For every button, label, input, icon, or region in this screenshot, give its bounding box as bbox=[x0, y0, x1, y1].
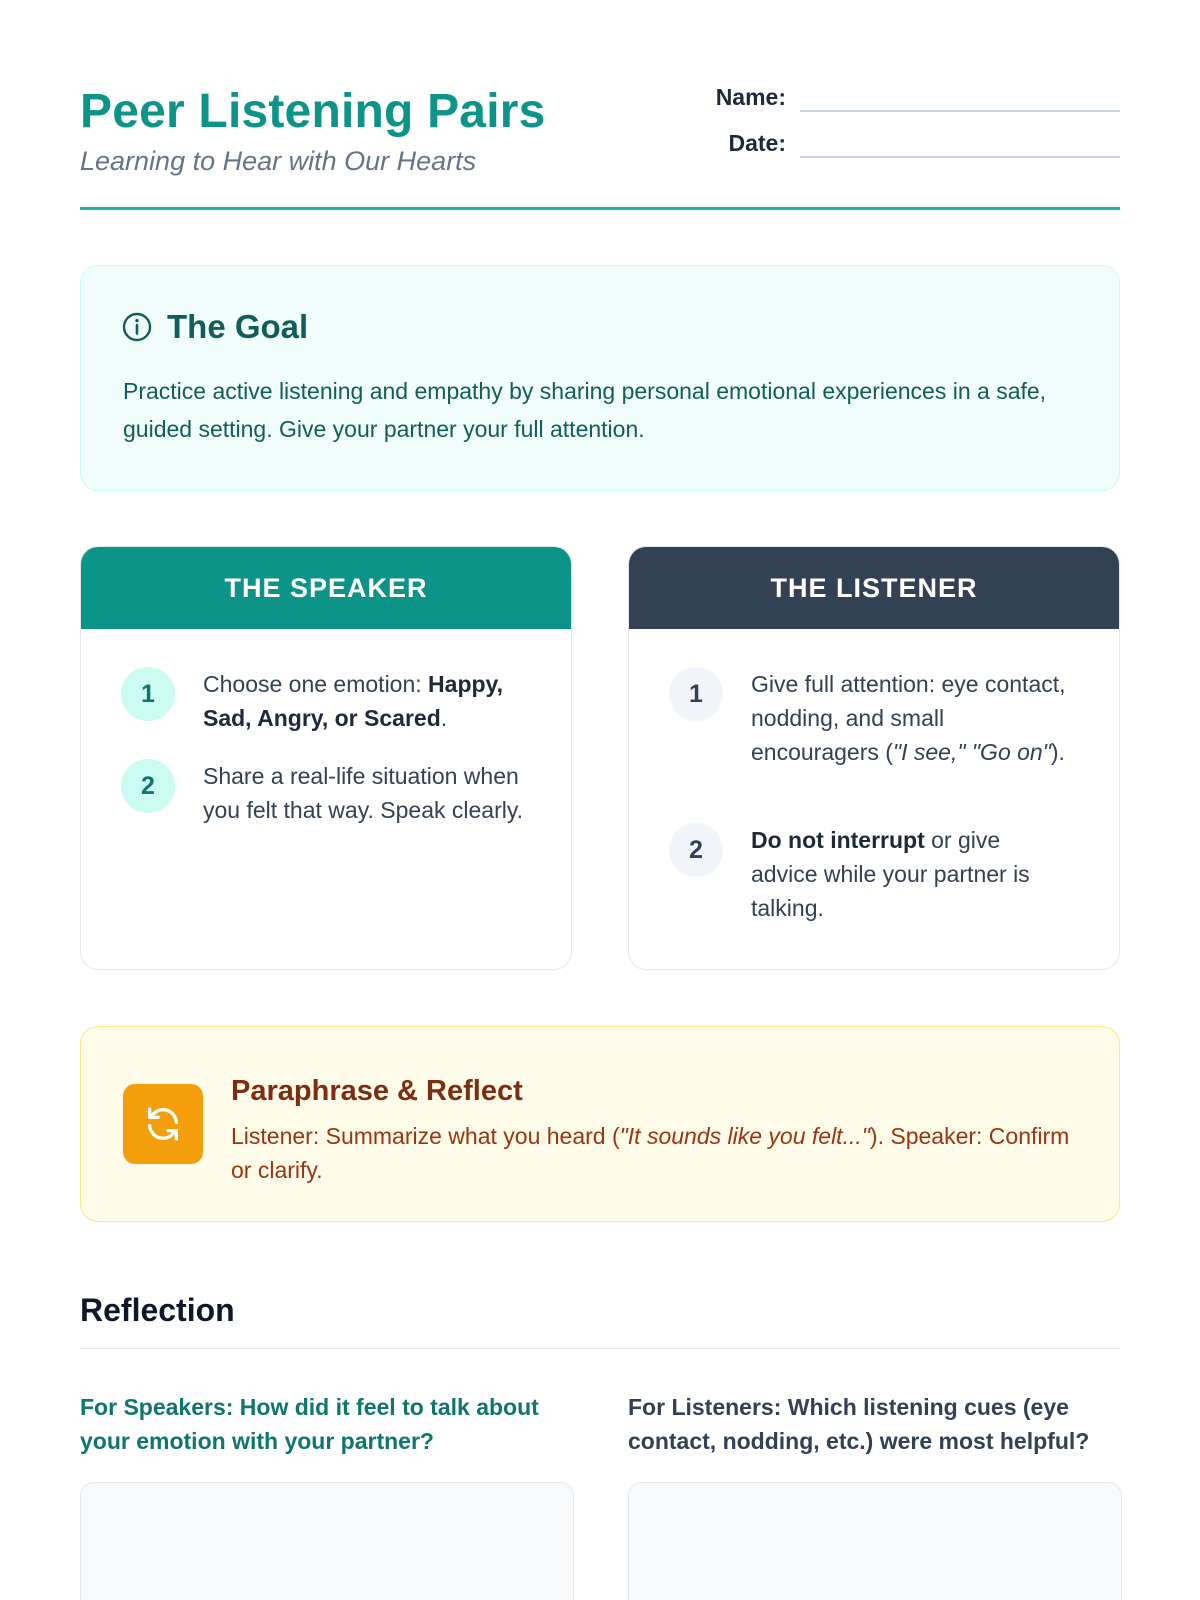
goal-box bbox=[80, 265, 1120, 491]
name-field[interactable] bbox=[800, 110, 1120, 112]
page-subtitle: Learning to Hear with Our Hearts bbox=[80, 146, 477, 176]
date-row bbox=[690, 128, 1120, 174]
para-text-part: Listener: Summarize what you heard ( bbox=[231, 1123, 620, 1149]
listener-card bbox=[628, 546, 1120, 970]
paraphrase-title: Paraphrase & Reflect bbox=[231, 1075, 523, 1107]
speaker-question: For Speakers: How did it feel to talk about your emotion with your partner? bbox=[80, 1394, 539, 1454]
step-text: Share a real-life situation when you felt that way. Speak clearly. bbox=[203, 763, 524, 823]
paraphrase-box bbox=[80, 1026, 1120, 1222]
speaker-card bbox=[80, 546, 572, 970]
meta-fields bbox=[690, 82, 1120, 174]
speaker-answer-box[interactable] bbox=[80, 1482, 574, 1600]
step-text-part: ). bbox=[1050, 739, 1065, 765]
goal-title: The Goal bbox=[167, 308, 309, 345]
reflection-title: Reflection bbox=[80, 1292, 235, 1328]
listener-answer-box[interactable] bbox=[628, 1482, 1122, 1600]
paraphrase-text bbox=[231, 1119, 1081, 1187]
step-text-part: or give advice while your partner is talking. bbox=[751, 827, 1030, 921]
speaker-heading: THE SPEAKER bbox=[81, 547, 571, 629]
step-number: 1 bbox=[669, 667, 723, 721]
step-number: 1 bbox=[121, 667, 175, 721]
name-label: Name: bbox=[715, 84, 786, 110]
step-number: 2 bbox=[121, 759, 175, 813]
do-not-interrupt: Do not interrupt bbox=[751, 827, 925, 853]
page-title: Peer Listening Pairs bbox=[80, 85, 546, 138]
date-label: Date: bbox=[728, 130, 786, 156]
step-text bbox=[203, 667, 543, 735]
emotion-list: Happy, Sad, Angry, or Scared bbox=[203, 671, 504, 731]
step-text-part: Choose one emotion: bbox=[203, 671, 429, 697]
encouragers-example: "I see," "Go on" bbox=[892, 739, 1051, 765]
step-text-part: Give full attention: eye contact, nodding, and small encouragers ( bbox=[751, 671, 1066, 765]
name-row bbox=[690, 82, 1120, 128]
info-icon bbox=[121, 311, 153, 343]
worksheet bbox=[80, 0, 1120, 1454]
goal-header bbox=[121, 308, 308, 346]
step-text bbox=[751, 667, 1071, 769]
paraphrase-example: "It sounds like you felt..." bbox=[619, 1123, 870, 1149]
divider bbox=[80, 1348, 1120, 1349]
date-field[interactable] bbox=[800, 156, 1120, 158]
para-text-part: ). Speaker: Confirm or clarify. bbox=[231, 1123, 1070, 1183]
step-number: 2 bbox=[669, 823, 723, 877]
goal-text: Practice active listening and empathy by sharing personal emotional experiences in a safe, guided setting. Give your partner your full attention. bbox=[123, 378, 1047, 442]
refresh-icon bbox=[123, 1084, 203, 1164]
step-text-part: . bbox=[440, 705, 448, 731]
step-text bbox=[751, 823, 1071, 925]
listener-heading: THE LISTENER bbox=[629, 547, 1119, 629]
listener-question: For Listeners: Which listening cues (eye contact, nodding, etc.) were most helpful? bbox=[628, 1394, 1090, 1454]
header bbox=[80, 0, 1120, 210]
